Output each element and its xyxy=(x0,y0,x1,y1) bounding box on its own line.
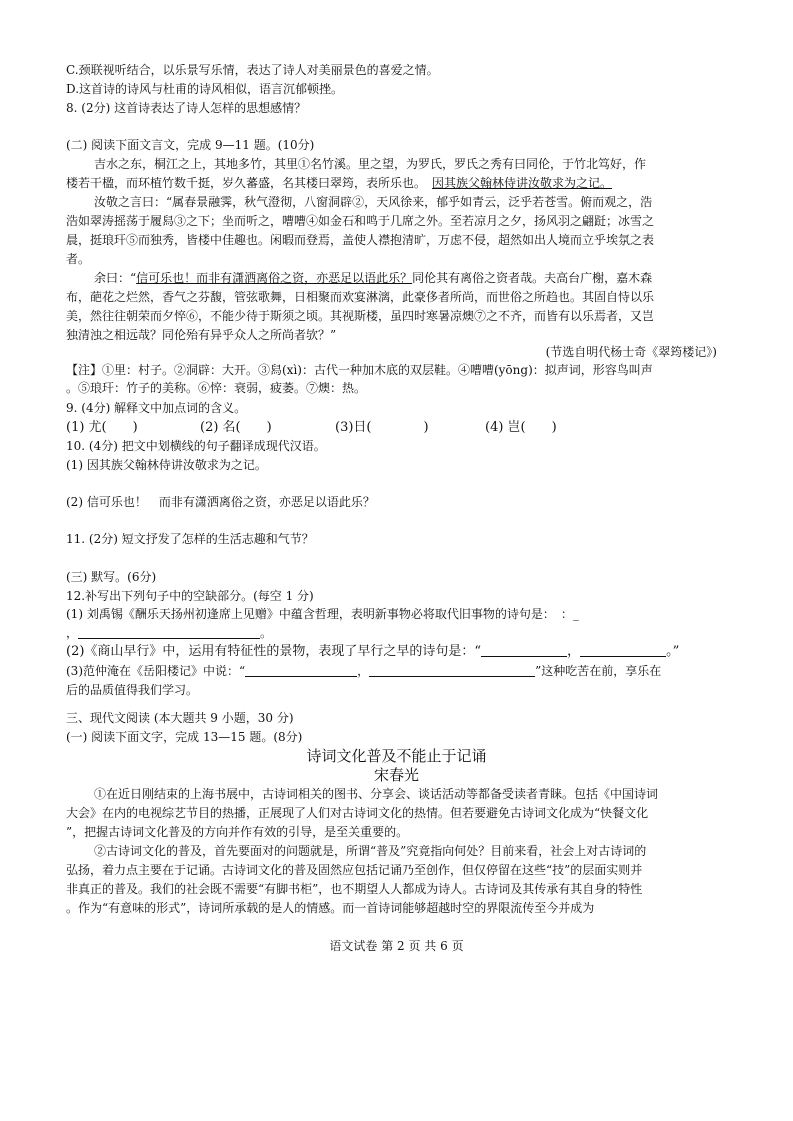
question-12-3-cont: 后的品质值得我们学习。 xyxy=(66,683,199,697)
q12-3-post: ”这种吃苦在前，享乐在 xyxy=(535,664,662,678)
passage-p3-line1 xyxy=(94,270,652,286)
section-2-heading: (二) 阅读下面文言文，完成 9—11 题。(10分) xyxy=(66,138,315,152)
question-10-2: (2) 信可乐也！ 而非有潇洒离俗之资，亦恶足以语此乐？ xyxy=(66,495,375,509)
q9-item-1: (1) 尤( ) xyxy=(66,420,138,435)
question-9-items xyxy=(66,420,557,436)
article-p2-line4: 。作为“有意味的形式”，诗词所承载的是人的情感。而一首诗词能够超越时空的界限流传至今并成为 xyxy=(66,901,595,915)
annotation-line2: 。⑤琅玕：竹子的美称。⑥悴：衰弱，疲萎。⑦燠：热。 xyxy=(66,381,367,395)
question-12-1 xyxy=(66,606,579,622)
article-p1-line1: ①在近日刚结束的上海书展中，古诗词相关的图书、分享会、谈话活动等都备受读者青睐。包括《中国诗词 xyxy=(94,787,659,801)
passage-p3-line2: 布，葩花之烂然，香气之芬馥，管弦歌舞，日相聚而欢宴淋漓，此豪侈者所尚，而世俗之所趋也。其固自恃以乐 xyxy=(66,290,655,304)
passage-p2-line2: 浩如翠涛摇荡于履舄③之下；坐而听之，嘈嘈④如金石和鸣于几席之外。至若凉月之夕，扬风羽之翩跹；冰雪之 xyxy=(66,214,655,228)
q9-item-4: (4) 岂( ) xyxy=(485,420,557,435)
part-3-heading: 三、现代文阅读 (本大题共 9 小题，30 分) xyxy=(66,711,294,725)
passage-p3-line3: 美，然往往朝荣而夕悴⑥，不能少待于斯须之顷。其视斯楼，虽四时寒暑凉燠⑦之不齐，而皆有以乐焉者，又岂 xyxy=(66,309,655,323)
page-footer: 语文试卷 第 2 页 共 6 页 xyxy=(329,939,464,953)
underlined-sentence-2: 信可乐也！而非有潇洒离俗之资，亦恶足以语此乐？ xyxy=(136,271,413,285)
q12-1-end: ：_ xyxy=(560,607,579,621)
q12-2-text: (2)《商山早行》中，运用有特征性的景物，表现了早行之早的诗句是：“ xyxy=(66,644,482,659)
passage-p3-line4: 独清浊之相远哉？同伦殆有异乎众人之所尚者欤？” xyxy=(66,328,337,342)
article-p1-line2: 大会》在内的电视综艺节目的热播，正展现了人们对古诗词文化的热情。但若要避免古诗词文化成为“快餐文化 xyxy=(66,806,649,820)
question-10: 10. (4分) 把文中划横线的句子翻译成现代汉语。 xyxy=(66,439,326,453)
question-8: 8. (2分) 这首诗表达了诗人怎样的思想感情？ xyxy=(66,101,307,115)
question-11: 11. (2分) 短文抒发了怎样的生活志趣和气节？ xyxy=(66,532,314,546)
question-12: 12.补写出下列句子中的空缺部分。(每空 1 分) xyxy=(66,589,314,603)
q9-item-3: (3)日( ) xyxy=(335,420,429,435)
question-12-3 xyxy=(66,663,661,679)
article-author: 宋春光 xyxy=(373,766,419,784)
answer-blank[interactable] xyxy=(245,664,357,677)
annotation-line1: 【注】①里：村子。②洞辟：大开。③舄(xì)：古代一种加木底的双层鞋。④嘈嘈(yōng)：拟声词，形容鸟叫声 xyxy=(66,363,653,377)
answer-blank[interactable] xyxy=(78,626,260,639)
article-p2-line2: 弘扬，着力点主要在于记诵。古诗词文化的普及固然应包括记诵乃至创作，但仅停留在这些“技”的层面实则并 xyxy=(66,863,643,877)
q12-2-comma: ， xyxy=(567,644,581,659)
passage-p2-line1: 汝敬之言曰：“属春景融霁，秋气澄彻，八窗洞辟②，天风徐来，郁乎如青云，泛乎若苍雪。俯而观之，浩 xyxy=(94,195,653,209)
option-d: D.这首诗的诗风与杜甫的诗风相似，语言沉郁顿挫。 xyxy=(66,82,344,96)
passage-p2-line4: 者。 xyxy=(66,252,91,266)
question-10-1: (1) 因其族父翰林侍讲汝敬求为之记。 xyxy=(66,458,267,472)
question-9: 9. (4分) 解释文中加点词的含义。 xyxy=(66,401,247,415)
q12-3-text: (3)范仲淹在《岳阳楼记》中说：“ xyxy=(66,664,246,678)
article-title: 诗词文化普及不能止于记诵 xyxy=(306,747,487,765)
underlined-sentence-1: 因其族父翰林侍讲汝敬求为之记。 xyxy=(432,176,613,190)
passage-text: 同伦其有离俗之资者哉。夫高台广榭，嘉木森 xyxy=(412,271,653,285)
q12-1-text: (1) 刘禹锡《酬乐天扬州初逢席上见赠》中蕴含哲理，表明新事物必将取代旧事物的诗句是： xyxy=(66,607,549,621)
q12-1-period: 。 xyxy=(260,626,273,640)
q9-item-2: (2) 名( ) xyxy=(200,420,272,435)
passage-p1-line1: 吉水之东，桐江之上，其地多竹，其里①名竹溪。里之望，为罗氏，罗氏之秀有曰同伦，于竹北笃好，作 xyxy=(94,157,647,171)
passage-p2-line3: 晨，挺琅玕⑤而独秀，皆楼中佳趣也。闲暇而登焉，盖使人襟抱清旷，万虑不侵，超然如出人境而立乎埃氛之表 xyxy=(66,233,655,247)
passage-source: (节选自明代杨士奇《翠筠楼记》) xyxy=(545,345,717,359)
passage-text: 楼若干楹，而环植竹数千挺，岁久蕃盛，名其楼曰翠筠，表所乐也。 xyxy=(66,176,421,190)
passage-text: 余曰：“ xyxy=(94,271,137,285)
section-3-heading: (三) 默写。(6分) xyxy=(66,570,157,584)
answer-blank[interactable] xyxy=(369,664,535,677)
part-3-subheading: (一) 阅读下面文字，完成 13—15 题。(8分) xyxy=(66,730,303,744)
passage-p1-line2 xyxy=(66,175,612,191)
option-c: C.颈联视听结合，以乐景写乐情，表达了诗人对美丽景色的喜爱之情。 xyxy=(66,63,439,77)
answer-blank[interactable] xyxy=(580,644,666,657)
q12-2-end: 。” xyxy=(666,644,680,659)
answer-blank[interactable] xyxy=(481,644,567,657)
question-12-2 xyxy=(66,644,679,660)
question-12-1-cont xyxy=(66,625,272,641)
q12-3-comma: ， xyxy=(357,664,370,678)
article-p1-line3: ”，把握古诗词文化普及的方向并作有效的引导，是至关重要的。 xyxy=(66,825,409,839)
article-p2-line1: ②古诗词文化的普及，首先要面对的问题就是，所谓“普及”究竟指向何处？目前来看，社会上对古诗词的 xyxy=(94,844,647,858)
article-p2-line3: 非真正的普及。我们的社会既不需要“有脚书柜”，也不期望人人都成为诗人。古诗词及其传承有其自身的特性 xyxy=(66,882,643,896)
q12-1-comma: ， xyxy=(66,626,79,640)
